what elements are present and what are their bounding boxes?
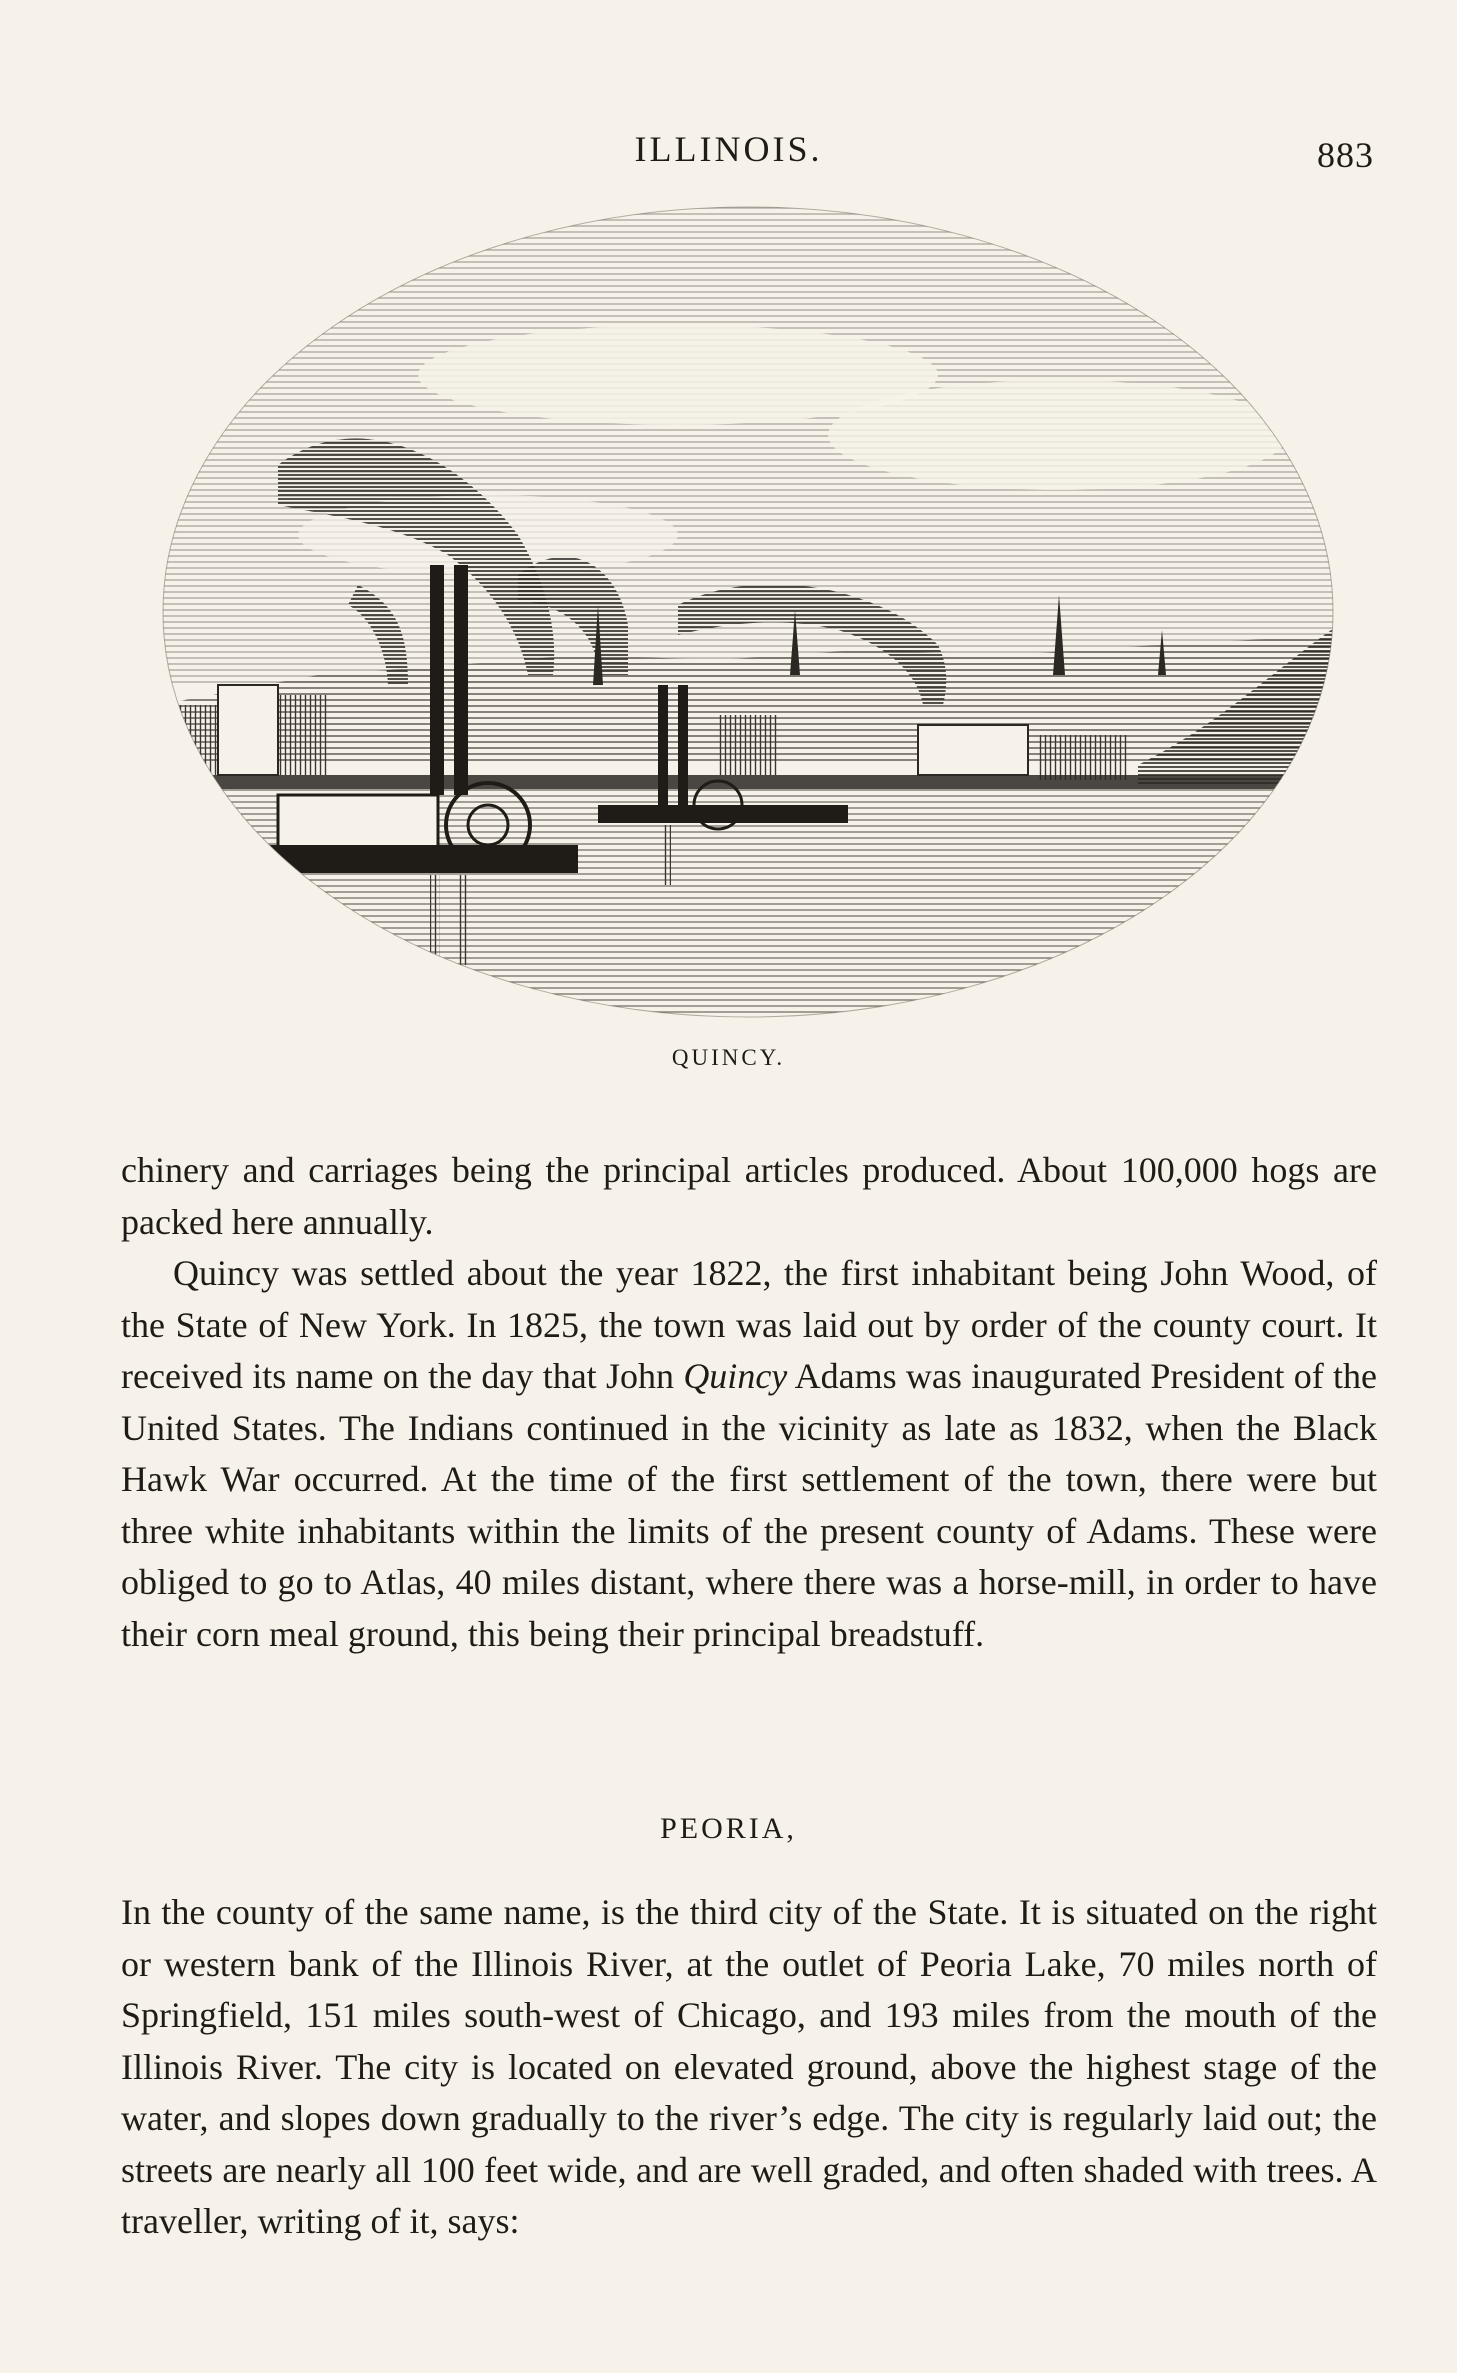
paragraph-quincy-history [121,1248,1377,1660]
running-head: ILLINOIS. [634,129,823,169]
quincy-engraving [158,205,1338,1020]
section-heading: PEORIA, [660,1812,797,1845]
page-number: 883 [1317,135,1374,175]
paragraph-text: Adams was inaugurated President of the United States. The Indians continued in the vicinity as late as 1832, when the Black Hawk War occurred. At the time of the first settlement of the town, there were but three white inhabitants within the limits of the present county of Adams. These were obliged to go to Atlas, 40 miles distant, where there was a horse-mill, in order to have their corn meal ground, this being their principal breadstuff. [121,1356,1378,1654]
figure-caption: QUINCY. [671,1045,786,1070]
text-block-peoria [121,1887,1377,2248]
paragraph-peoria: In the county of the same name, is the third city of the State. It is situated on the right or western bank of the Illinois River, at the outlet of Peoria Lake, 70 miles north of Springfield, 151 miles south-west of Chicago, and 193 miles from the mouth of the Illinois River. The city is located on elevated ground, above the highest stage of the water, and slopes down gradually to the river’s edge. The city is regularly laid out; the streets are nearly all 100 feet wide, and are well graded, and often shaded with trees. A traveller, writing of it, says: [121,1892,1377,2241]
paragraph-continuation: chinery and carriages being the principal articles produced. About 100,000 hogs are packed here annually. [121,1150,1377,1242]
italic-name: Quincy [683,1356,788,1396]
paragraph-text: Quincy was settled about the year 1822, the first inhabitant being John Wood, of the State of New York. In 1825, the town was laid out by order of the county court. It received its name on the day that John [121,1253,1377,1396]
text-block-top [121,1145,1377,1660]
